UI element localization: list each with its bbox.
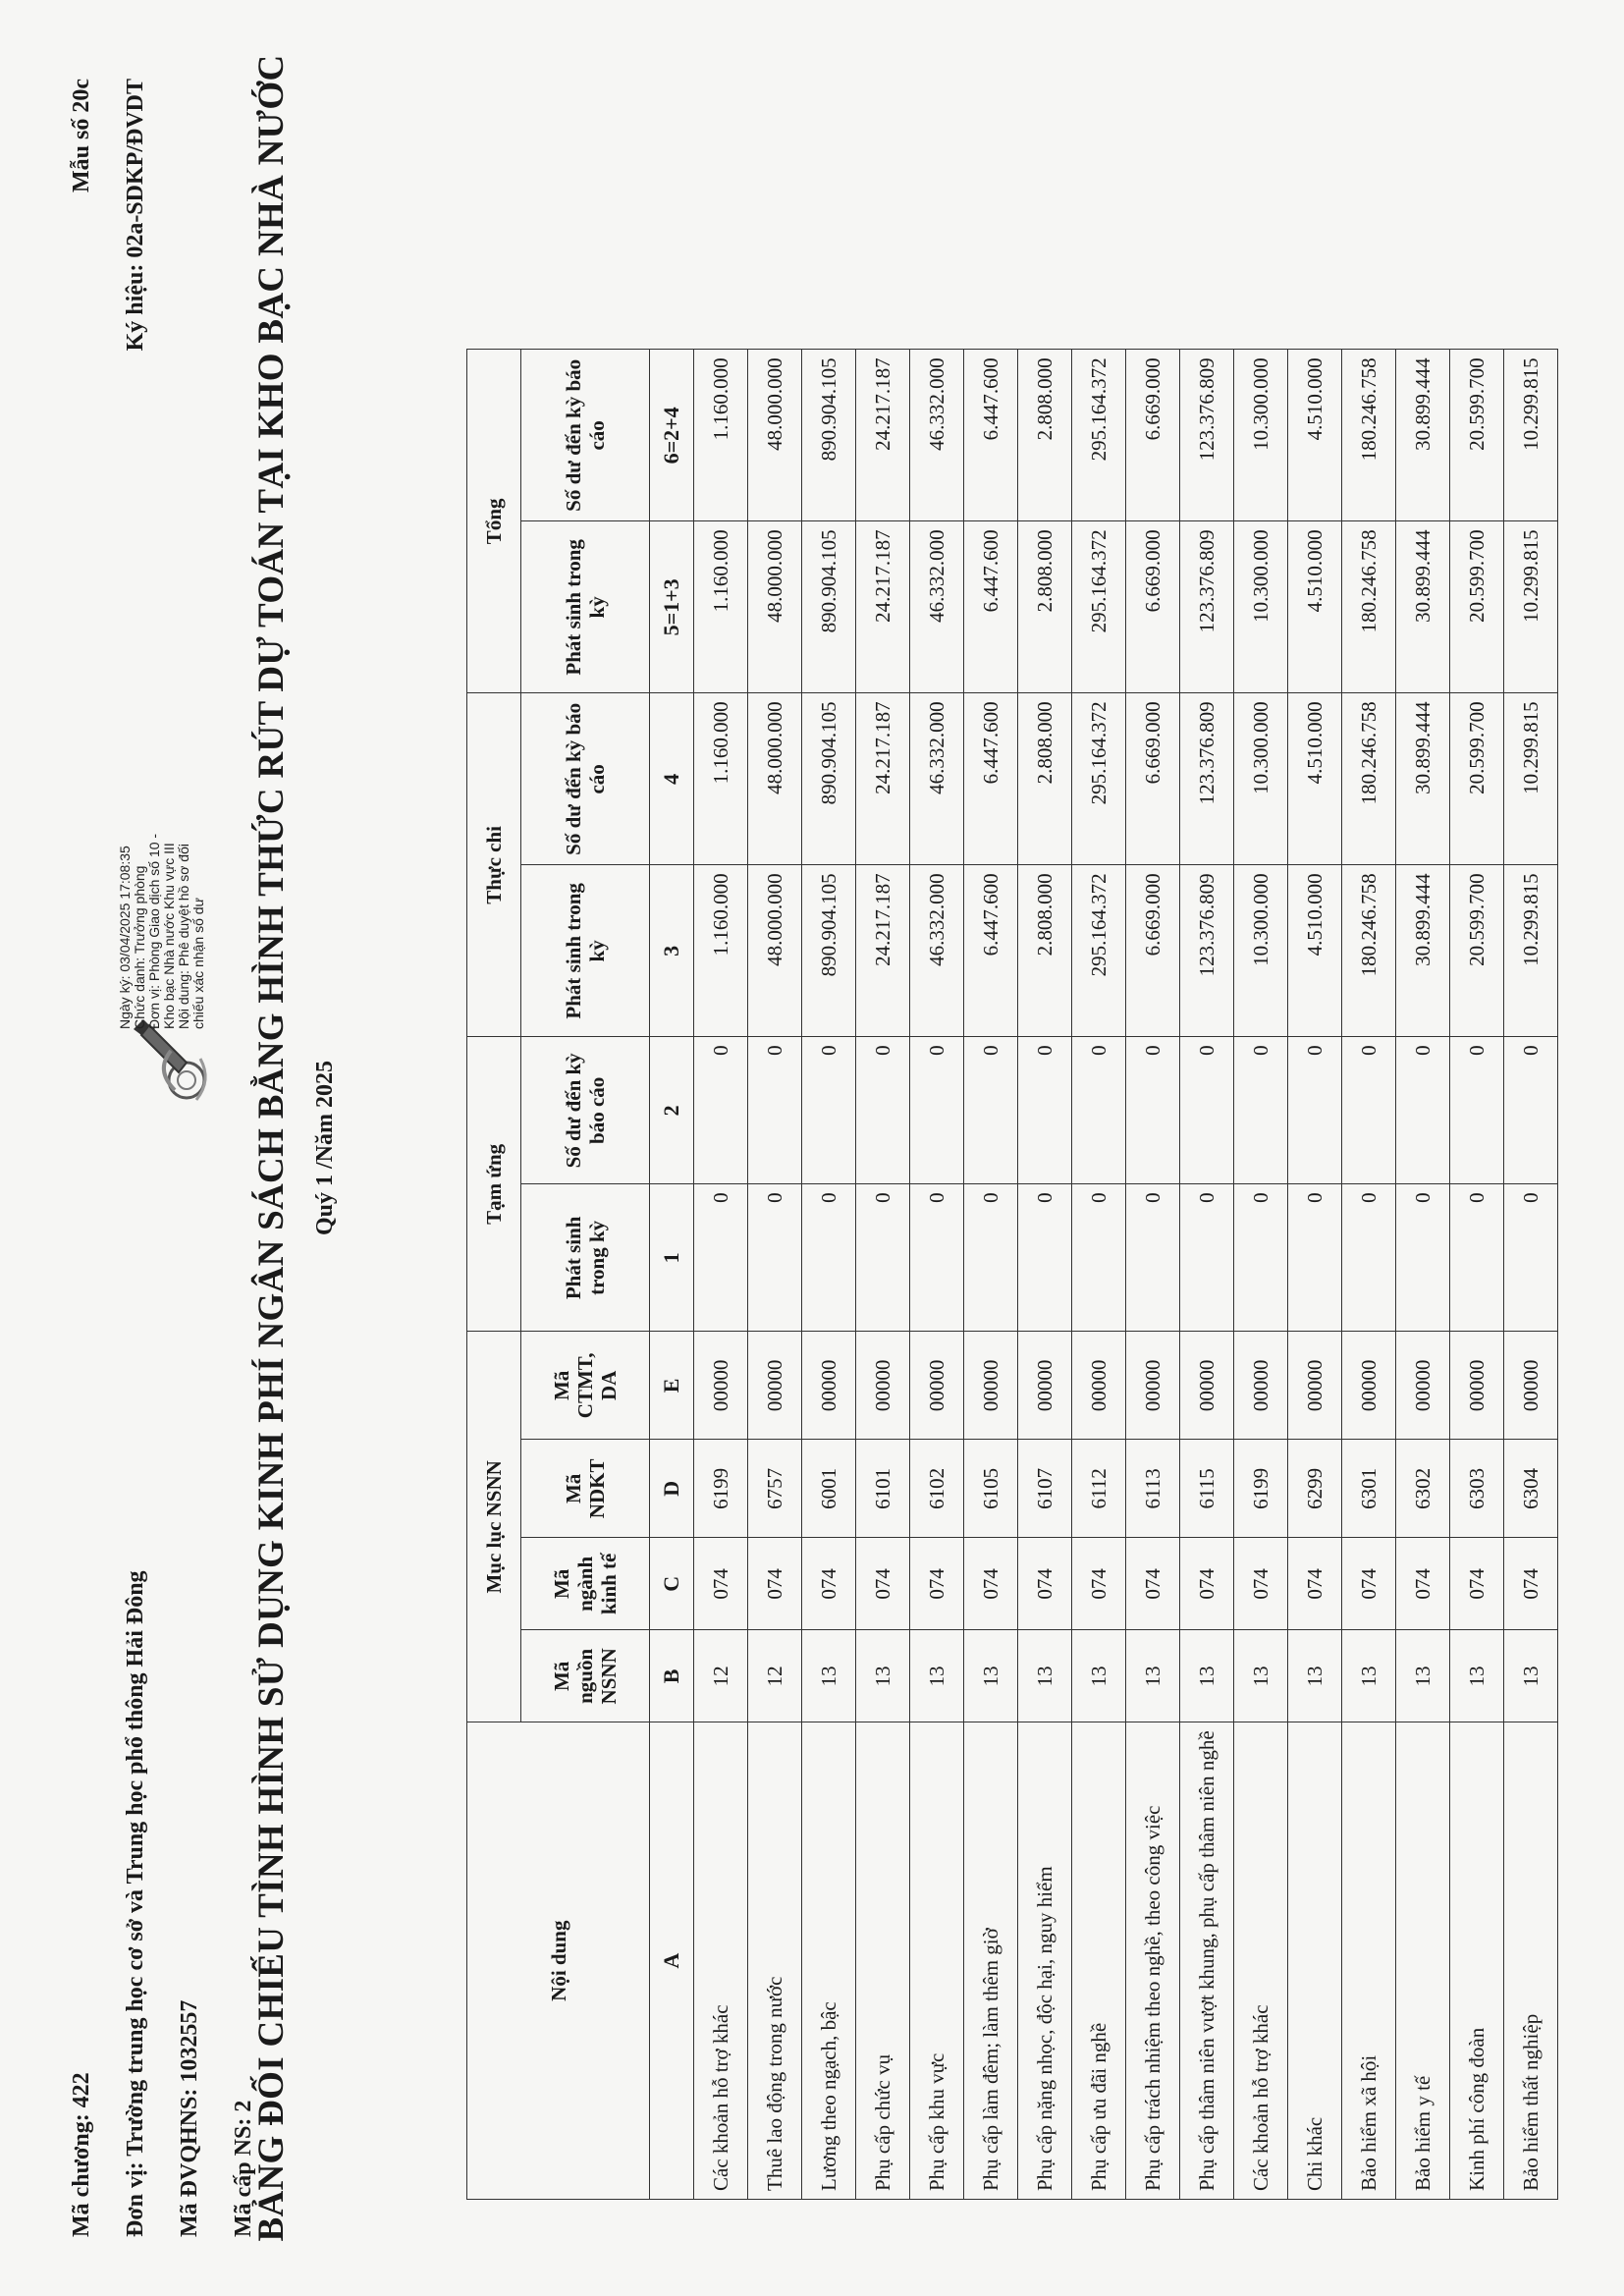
form-number: Mẫu số 20c: [69, 79, 94, 192]
cell-total-balance: 1.160.000: [694, 350, 748, 521]
cell-actual-period: 2.808.000: [1018, 865, 1072, 1037]
signature-line: Chức danh: Trưởng phòng: [132, 865, 147, 1029]
chapter-code: Mã chương: 422: [69, 2072, 94, 2237]
cell-sector-code: 074: [910, 1538, 964, 1630]
cell-ndkt-code: 6112: [1072, 1440, 1126, 1538]
cell-total-balance: 6.669.000: [1126, 350, 1180, 521]
signature-line: chiếu xác nhận số dư: [190, 898, 206, 1029]
cell-actual-balance: 4.510.000: [1288, 693, 1342, 865]
cell-advance-balance: 0: [1396, 1037, 1450, 1184]
cell-total-balance: 46.332.000: [910, 350, 964, 521]
cell-total-period: 123.376.809: [1180, 521, 1234, 693]
cell-ndkt-code: 6102: [910, 1440, 964, 1538]
cell-advance-period: 0: [1450, 1184, 1504, 1332]
cell-source-code: 13: [1234, 1630, 1288, 1722]
cell-content: Phụ cấp chức vụ: [856, 1722, 910, 2200]
cell-content: Phụ cấp thâm niên vượt khung, phụ cấp thâm niên nghề: [1180, 1722, 1234, 2200]
cell-total-balance: 30.899.444: [1396, 350, 1450, 521]
cell-advance-balance: 0: [1342, 1037, 1396, 1184]
cell-content: Kinh phí công đoàn: [1450, 1722, 1504, 2200]
header-advance: Tạm ứng: [467, 1037, 521, 1332]
signature-details: [118, 834, 206, 1029]
cell-actual-balance: 2.808.000: [1018, 693, 1072, 865]
header-actual-balance: Số dư đến kỳ báo cáo: [521, 693, 650, 865]
cell-sector-code: 074: [748, 1538, 802, 1630]
cell-advance-period: 0: [1288, 1184, 1342, 1332]
cell-ndkt-code: 6299: [1288, 1440, 1342, 1538]
cell-ndkt-code: 6001: [802, 1440, 856, 1538]
cell-advance-period: 0: [1180, 1184, 1234, 1332]
cell-actual-period: 46.332.000: [910, 865, 964, 1037]
column-code: C: [650, 1538, 694, 1630]
cell-actual-period: 24.217.187: [856, 865, 910, 1037]
cell-actual-period: 48.000.000: [748, 865, 802, 1037]
cell-actual-period: 890.904.105: [802, 865, 856, 1037]
cell-program-code: 00000: [856, 1332, 910, 1440]
cell-total-period: 180.246.758: [1342, 521, 1396, 693]
cell-advance-period: 0: [694, 1184, 748, 1332]
cell-advance-period: 0: [910, 1184, 964, 1332]
column-code: B: [650, 1630, 694, 1722]
table-row: [1126, 350, 1180, 2200]
table-row: [1396, 350, 1450, 2200]
column-code: 1: [650, 1184, 694, 1332]
column-code: E: [650, 1332, 694, 1440]
cell-total-period: 2.808.000: [1018, 521, 1072, 693]
cell-program-code: 00000: [748, 1332, 802, 1440]
cell-advance-balance: 0: [856, 1037, 910, 1184]
cell-content: Bảo hiểm thất nghiệp: [1504, 1722, 1558, 2200]
header-ndkt-code: Mã NDKT: [521, 1440, 650, 1538]
cell-ndkt-code: 6303: [1450, 1440, 1504, 1538]
header-advance-balance: Số dư đến kỳ báo cáo: [521, 1037, 650, 1184]
table-row: [1288, 350, 1342, 2200]
table-row: [1504, 350, 1558, 2200]
cell-actual-period: 20.599.700: [1450, 865, 1504, 1037]
cell-ndkt-code: 6304: [1504, 1440, 1558, 1538]
cell-program-code: 00000: [1126, 1332, 1180, 1440]
cell-total-period: 24.217.187: [856, 521, 910, 693]
cell-total-balance: 890.904.105: [802, 350, 856, 521]
cell-content: Lương theo ngạch, bậc: [802, 1722, 856, 2200]
budget-unit-code: Mã ĐVQHNS: 1032557: [177, 1999, 202, 2237]
cell-advance-period: 0: [1504, 1184, 1558, 1332]
cell-actual-period: 6.669.000: [1126, 865, 1180, 1037]
cell-source-code: 13: [1126, 1630, 1180, 1722]
cell-advance-period: 0: [856, 1184, 910, 1332]
cell-advance-balance: 0: [1180, 1037, 1234, 1184]
cell-advance-period: 0: [748, 1184, 802, 1332]
cell-actual-balance: 180.246.758: [1342, 693, 1396, 865]
cell-sector-code: 074: [1072, 1538, 1126, 1630]
cell-ndkt-code: 6115: [1180, 1440, 1234, 1538]
cell-total-period: 10.300.000: [1234, 521, 1288, 693]
column-code: 6=2+4: [650, 350, 694, 521]
cell-advance-balance: 0: [1234, 1037, 1288, 1184]
cell-advance-period: 0: [1072, 1184, 1126, 1332]
cell-total-period: 295.164.372: [1072, 521, 1126, 693]
column-code: A: [650, 1722, 694, 2200]
cell-advance-balance: 0: [964, 1037, 1018, 1184]
header-total: Tổng: [467, 350, 521, 693]
cell-advance-period: 0: [1234, 1184, 1288, 1332]
header-budget-index: Mục lục NSNN: [467, 1332, 521, 1722]
cell-actual-balance: 48.000.000: [748, 693, 802, 865]
cell-source-code: 12: [748, 1630, 802, 1722]
cell-sector-code: 074: [802, 1538, 856, 1630]
reconciliation-table: [466, 349, 1558, 2200]
cell-program-code: 00000: [1504, 1332, 1558, 1440]
cell-actual-period: 10.299.815: [1504, 865, 1558, 1037]
table-row: [1234, 350, 1288, 2200]
table-row: [910, 350, 964, 2200]
cell-source-code: 13: [964, 1630, 1018, 1722]
header-sector-code: Mã ngành kinh tế: [521, 1538, 650, 1630]
cell-source-code: 13: [1450, 1630, 1504, 1722]
cell-actual-balance: 46.332.000: [910, 693, 964, 865]
cell-total-period: 1.160.000: [694, 521, 748, 693]
cell-content: Phụ cấp làm đêm; làm thêm giờ: [964, 1722, 1018, 2200]
cell-actual-period: 1.160.000: [694, 865, 748, 1037]
cell-actual-balance: 30.899.444: [1396, 693, 1450, 865]
cell-sector-code: 074: [1396, 1538, 1450, 1630]
cell-content: Bảo hiểm xã hội: [1342, 1722, 1396, 2200]
cell-advance-period: 0: [1342, 1184, 1396, 1332]
cell-program-code: 00000: [1018, 1332, 1072, 1440]
cell-content: Phụ cấp trách nhiệm theo nghề, theo công việc: [1126, 1722, 1180, 2200]
table-row: [748, 350, 802, 2200]
cell-source-code: 13: [1396, 1630, 1450, 1722]
cell-content: Phụ cấp nặng nhọc, độc hại, nguy hiểm: [1018, 1722, 1072, 2200]
cell-actual-period: 10.300.000: [1234, 865, 1288, 1037]
cell-program-code: 00000: [1450, 1332, 1504, 1440]
cell-source-code: 13: [1072, 1630, 1126, 1722]
cell-program-code: 00000: [1396, 1332, 1450, 1440]
cell-ndkt-code: 6302: [1396, 1440, 1450, 1538]
header-actual-period: Phát sinh trong kỳ: [521, 865, 650, 1037]
cell-source-code: 13: [1018, 1630, 1072, 1722]
cell-total-period: 20.599.700: [1450, 521, 1504, 693]
cell-sector-code: 074: [1126, 1538, 1180, 1630]
cell-advance-balance: 0: [748, 1037, 802, 1184]
table-row: [1342, 350, 1396, 2200]
cell-actual-balance: 20.599.700: [1450, 693, 1504, 865]
cell-advance-period: 0: [802, 1184, 856, 1332]
cell-content: Phụ cấp khu vực: [910, 1722, 964, 2200]
unit-name: Đơn vị: Trường trung học cơ sở và Trung học phổ thông Hải Đông: [123, 1570, 148, 2237]
cell-actual-period: 123.376.809: [1180, 865, 1234, 1037]
table-body: [694, 350, 1558, 2200]
cell-actual-balance: 123.376.809: [1180, 693, 1234, 865]
cell-advance-balance: 0: [802, 1037, 856, 1184]
table-row: [1018, 350, 1072, 2200]
cell-total-period: 890.904.105: [802, 521, 856, 693]
budget-level-code: Mã cấp NS: 2: [231, 2100, 256, 2237]
cell-program-code: 00000: [1342, 1332, 1396, 1440]
cell-source-code: 13: [1504, 1630, 1558, 1722]
table-row: [1180, 350, 1234, 2200]
cell-content: Các khoản hỗ trợ khác: [1234, 1722, 1288, 2200]
cell-sector-code: 074: [1180, 1538, 1234, 1630]
header-actual-spending: Thực chi: [467, 693, 521, 1037]
cell-advance-period: 0: [1018, 1184, 1072, 1332]
cell-actual-balance: 10.299.815: [1504, 693, 1558, 865]
cell-content: Thuê lao động trong nước: [748, 1722, 802, 2200]
cell-source-code: 13: [802, 1630, 856, 1722]
cell-content: Các khoản hỗ trợ khác: [694, 1722, 748, 2200]
header-content: Nội dung: [467, 1722, 650, 2200]
signature-line: Kho bạc Nhà nước Khu vực III: [161, 843, 177, 1029]
table-row: [1072, 350, 1126, 2200]
cell-sector-code: 074: [1234, 1538, 1288, 1630]
form-symbol: Ký hiệu: 02a-SDKP/ĐVDT: [123, 79, 148, 352]
cell-advance-period: 0: [1126, 1184, 1180, 1332]
cell-ndkt-code: 6301: [1342, 1440, 1396, 1538]
cell-actual-period: 4.510.000: [1288, 865, 1342, 1037]
cell-source-code: 12: [694, 1630, 748, 1722]
cell-advance-period: 0: [964, 1184, 1018, 1332]
cell-advance-period: 0: [1396, 1184, 1450, 1332]
cell-sector-code: 074: [856, 1538, 910, 1630]
cell-total-period: 46.332.000: [910, 521, 964, 693]
document-subtitle: Quý 1 /Năm 2025: [312, 1061, 338, 1236]
cell-ndkt-code: 6101: [856, 1440, 910, 1538]
header-total-balance: Số dư đến kỳ báo cáo: [521, 350, 650, 521]
table-row: [856, 350, 910, 2200]
cell-sector-code: 074: [1450, 1538, 1504, 1630]
cell-actual-period: 295.164.372: [1072, 865, 1126, 1037]
cell-actual-period: 30.899.444: [1396, 865, 1450, 1037]
cell-actual-period: 6.447.600: [964, 865, 1018, 1037]
cell-program-code: 00000: [1072, 1332, 1126, 1440]
cell-program-code: 00000: [910, 1332, 964, 1440]
header-total-period: Phát sinh trong kỳ: [521, 521, 650, 693]
cell-actual-balance: 6.447.600: [964, 693, 1018, 865]
cell-ndkt-code: 6105: [964, 1440, 1018, 1538]
cell-total-period: 4.510.000: [1288, 521, 1342, 693]
column-code: D: [650, 1440, 694, 1538]
header-source-code: Mã nguồn NSNN: [521, 1630, 650, 1722]
cell-source-code: 13: [1342, 1630, 1396, 1722]
cell-advance-balance: 0: [1504, 1037, 1558, 1184]
cell-program-code: 00000: [694, 1332, 748, 1440]
signature-line: Đơn vị: Phòng Giao dịch số 10 -: [146, 833, 162, 1029]
column-code: 3: [650, 865, 694, 1037]
header-program-code: Mã CTMT, DA: [521, 1332, 650, 1440]
cell-program-code: 00000: [1288, 1332, 1342, 1440]
cell-sector-code: 074: [1342, 1538, 1396, 1630]
cell-total-balance: 295.164.372: [1072, 350, 1126, 521]
cell-total-balance: 10.299.815: [1504, 350, 1558, 521]
cell-source-code: 13: [1180, 1630, 1234, 1722]
cell-source-code: 13: [1288, 1630, 1342, 1722]
cell-sector-code: 074: [1504, 1538, 1558, 1630]
cell-total-balance: 4.510.000: [1288, 350, 1342, 521]
cell-program-code: 00000: [1180, 1332, 1234, 1440]
cell-total-balance: 10.300.000: [1234, 350, 1288, 521]
cell-total-period: 48.000.000: [748, 521, 802, 693]
cell-program-code: 00000: [1234, 1332, 1288, 1440]
cell-ndkt-code: 6199: [694, 1440, 748, 1538]
cell-actual-balance: 10.300.000: [1234, 693, 1288, 865]
cell-advance-balance: 0: [1072, 1037, 1126, 1184]
cell-content: Phụ cấp ưu đãi nghề: [1072, 1722, 1126, 2200]
header-advance-period: Phát sinh trong kỳ: [521, 1184, 650, 1332]
cell-ndkt-code: 6107: [1018, 1440, 1072, 1538]
cell-ndkt-code: 6757: [748, 1440, 802, 1538]
cell-ndkt-code: 6113: [1126, 1440, 1180, 1538]
column-code: 2: [650, 1037, 694, 1184]
table-row: [694, 350, 748, 2200]
cell-total-balance: 48.000.000: [748, 350, 802, 521]
cell-sector-code: 074: [1018, 1538, 1072, 1630]
cell-sector-code: 074: [964, 1538, 1018, 1630]
cell-source-code: 13: [856, 1630, 910, 1722]
cell-total-balance: 2.808.000: [1018, 350, 1072, 521]
document-title: BẢNG ĐỐI CHIẾU TÌNH HÌNH SỬ DỤNG KINH PHÍ NGÂN SÁCH BẰNG HÌNH THỨC RÚT DỰ TOÁN TẠI KHO BẠC NHÀ NƯỚC: [251, 54, 292, 2242]
cell-total-balance: 20.599.700: [1450, 350, 1504, 521]
cell-total-balance: 123.376.809: [1180, 350, 1234, 521]
cell-actual-balance: 890.904.105: [802, 693, 856, 865]
cell-ndkt-code: 6199: [1234, 1440, 1288, 1538]
cell-content: Chi khác: [1288, 1722, 1342, 2200]
cell-total-period: 10.299.815: [1504, 521, 1558, 693]
cell-total-balance: 24.217.187: [856, 350, 910, 521]
cell-actual-balance: 24.217.187: [856, 693, 910, 865]
cell-total-balance: 180.246.758: [1342, 350, 1396, 521]
column-code: 5=1+3: [650, 521, 694, 693]
cell-total-period: 30.899.444: [1396, 521, 1450, 693]
cell-total-balance: 6.447.600: [964, 350, 1018, 521]
cell-advance-balance: 0: [694, 1037, 748, 1184]
cell-content: Bảo hiểm y tế: [1396, 1722, 1450, 2200]
signature-line: Ngày ký: 03/04/2025 17:08:35: [117, 846, 133, 1029]
cell-sector-code: 074: [694, 1538, 748, 1630]
cell-actual-period: 180.246.758: [1342, 865, 1396, 1037]
cell-sector-code: 074: [1288, 1538, 1342, 1630]
cell-actual-balance: 1.160.000: [694, 693, 748, 865]
cell-advance-balance: 0: [1018, 1037, 1072, 1184]
column-code: 4: [650, 693, 694, 865]
cell-program-code: 00000: [964, 1332, 1018, 1440]
cell-total-period: 6.447.600: [964, 521, 1018, 693]
cell-program-code: 00000: [802, 1332, 856, 1440]
cell-advance-balance: 0: [1450, 1037, 1504, 1184]
cell-source-code: 13: [910, 1630, 964, 1722]
signature-line: Nội dung: Phê duyệt hồ sơ đối: [176, 844, 191, 1029]
cell-actual-balance: 6.669.000: [1126, 693, 1180, 865]
cell-advance-balance: 0: [1288, 1037, 1342, 1184]
table-row: [1450, 350, 1504, 2200]
cell-advance-balance: 0: [910, 1037, 964, 1184]
cell-advance-balance: 0: [1126, 1037, 1180, 1184]
cell-actual-balance: 295.164.372: [1072, 693, 1126, 865]
table-row: [802, 350, 856, 2200]
table-row: [964, 350, 1018, 2200]
cell-total-period: 6.669.000: [1126, 521, 1180, 693]
